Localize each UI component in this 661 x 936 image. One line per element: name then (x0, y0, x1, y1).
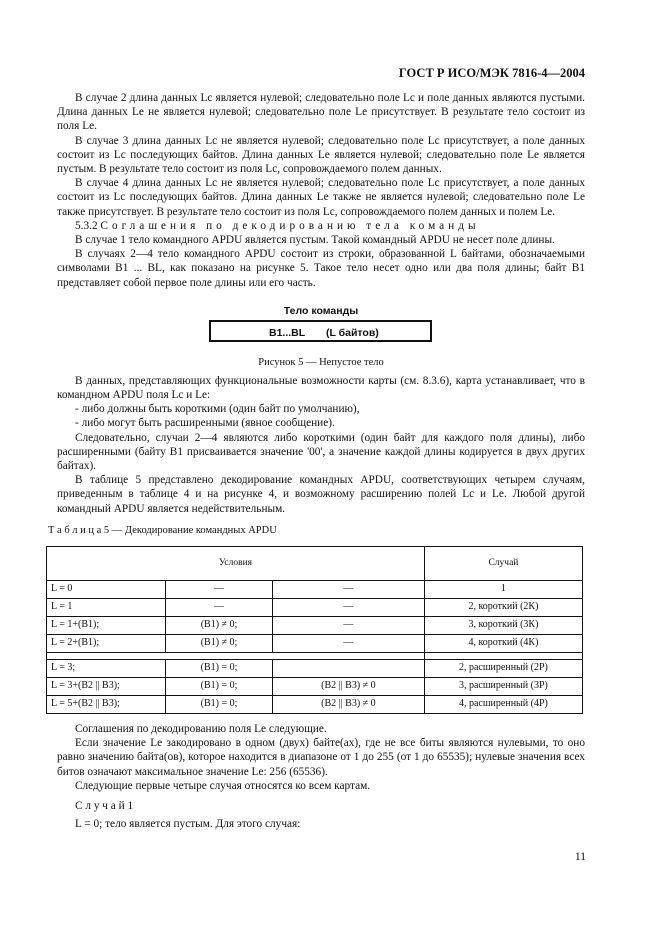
cell-case: 3, расширенный (3Р) (424, 678, 582, 696)
cell-condition-b1: — (166, 581, 273, 599)
cell-case: 3, короткий (3К) (424, 617, 582, 635)
table-row (47, 581, 583, 599)
figure-field: B1...BL (269, 326, 306, 339)
figure-field-length: (L байтов) (326, 326, 379, 339)
figure-title: Тело команды (283, 304, 359, 317)
table-header-row (47, 547, 583, 581)
header-case: Случай (424, 547, 582, 581)
cell-condition-b2b3: — (273, 635, 425, 653)
paragraph-q4: L = 0; тело является пустым. Для этого случая: (75, 818, 301, 831)
page-content (48, 91, 585, 832)
separator-cell (47, 653, 425, 660)
cell-condition-b2b3: (B2 || B3) ≠ 0 (273, 678, 425, 696)
cell-condition-b1: (B1) = 0; (166, 660, 273, 678)
table-row (47, 696, 583, 714)
cell-case: 2, расширенный (2Р) (424, 660, 582, 678)
bullet-item-2: - либо могут быть расширенными (явное сообщение). (75, 417, 335, 430)
cell-condition-b1: (B1) = 0; (166, 678, 273, 696)
paragraph-s2: В случаях 2—4 тело командного APDU состоит из строки, образованной L байтами, обозначаемыми символами B1 ... BL, как показано на рисунке 5. Такое тело несет одно или два поля длины; байт B1 представляет собой первое поле длины или его часть. (57, 248, 585, 289)
cell-condition-b1: (B1) ≠ 0; (166, 617, 273, 635)
table-row (47, 678, 583, 696)
page-number: 11 (574, 851, 586, 863)
header-conditions: Условия (47, 547, 425, 581)
cell-condition-l: L = 3+(B2 || B3); (47, 678, 166, 696)
section-title: Соглашения по декодированию тела команды (100, 219, 480, 232)
cell-condition-b2b3 (273, 660, 425, 678)
paragraph-case-4: В случае 4 длина данных Lc не является нулевой; следовательно поле Lc присутствует, а поле данных состоит из Lc последующих байтов. Длина данных Le также не является нулевой; следовательно поле Le также присутствует. В результате тело состоит из поля Lc, сопровождаемого полем данных и полем Le. (57, 177, 585, 218)
cell-condition-l: L = 2+(B1); (47, 635, 166, 653)
table-row (47, 660, 583, 678)
cell-condition-l: L = 5+(B2 || B3); (47, 696, 166, 714)
paragraph-case-3: В случае 3 длина данных Lc не является нулевой; следовательно поле Lc присутствует, а поле данных состоит из Lc последующих байтов. Длина данных Le является нулевой; следовательно поле Le является пустым. В результате тело состоит из поля Lc, сопровождаемого полем данных. (57, 134, 585, 176)
paragraph-s1: В случае 1 тело командного APDU является пустым. Такой командный APDU не несет поле длины. (75, 234, 555, 247)
table-row (47, 617, 583, 635)
cell-case: 2, короткий (2К) (424, 599, 582, 617)
cell-condition-b2b3: — (273, 599, 425, 617)
cell-condition-b2b3: — (273, 581, 425, 599)
cell-condition-b1: (B1) ≠ 0; (166, 635, 273, 653)
figure-5 (57, 290, 585, 374)
decoding-table (46, 546, 583, 714)
paragraph-case-2: В случае 2 длина данных Lc является нулевой; следовательно поле Lc и поле данных являются пустыми. Длина данных Le не является нулевой; следовательно поле Le присутствует. В результате тело состоит из поля Le. (57, 92, 585, 133)
figure-caption: Рисунок 5 — Непустое тело (258, 356, 384, 368)
cell-condition-l: L = 3; (47, 660, 166, 678)
cell-condition-l: L = 0 (47, 581, 166, 599)
cell-case: 4, короткий (4К) (424, 635, 582, 653)
table-row (47, 599, 583, 617)
cell-case: 1 (424, 581, 582, 599)
table-caption: Т а б л и ц а 5 — Декодирование командных APDU (48, 524, 277, 536)
table-row (47, 635, 583, 653)
paragraph-q3: Следующие первые четыре случая относятся ко всем картам. (75, 779, 371, 792)
cell-condition-l: L = 1+(B1); (47, 617, 166, 635)
separator-cell (424, 653, 582, 660)
cell-condition-b2b3: — (273, 617, 425, 635)
section-heading (57, 219, 585, 233)
section-number: 5.3.2 (75, 219, 98, 232)
table-separator-row (47, 653, 583, 660)
paragraph-q2: Если значение Le закодировано в одном (двух) байте(ах), где не все биты являются нулевыми, то оно равно значению байта(ов), которое находится в диапазоне от 1 до 255 (от 1 до 65535); нулевые значения всех битов означают максимальное значение Le: 256 (65536). (57, 737, 585, 778)
paragraph-p3: В таблице 5 представлено декодирование командных APDU, соответствующих четырем случаям, приведенным в таблице 4 и на рисунке 4, и возможному расширению полей Lc и Le. Любой другой командный APDU является недействительным. (57, 474, 585, 515)
paragraph-p2: Следовательно, случаи 2—4 являются либо короткими (один байт для каждого поля длины), либо расширенными (байту B1 присваивается значение '00', а значение каждой длины кодируется в двух других байтах). (57, 431, 585, 473)
cell-condition-b1: — (166, 599, 273, 617)
cell-condition-b2b3: (B2 || B3) ≠ 0 (273, 696, 425, 714)
paragraph-p1: В данных, представляющих функциональные возможности карты (см. 8.3.6), карта устанавливает, что в командном APDU поля Lc и Le: (57, 374, 585, 402)
paragraph-q1: Соглашения по декодированию поля Le следующие. (75, 723, 327, 736)
case-1-heading: С л у ч а й 1 (75, 800, 134, 813)
bullet-item-1: - либо должны быть короткими (один байт по умолчанию), (75, 403, 360, 416)
running-header: ГОСТ Р ИСО/МЭК 7816-4—2004 (398, 66, 585, 80)
figure-body-box (209, 320, 432, 342)
cell-condition-b1: (B1) = 0; (166, 696, 273, 714)
cell-condition-l: L = 1 (47, 599, 166, 617)
cell-case: 4, расширенный (4Р) (424, 696, 582, 714)
